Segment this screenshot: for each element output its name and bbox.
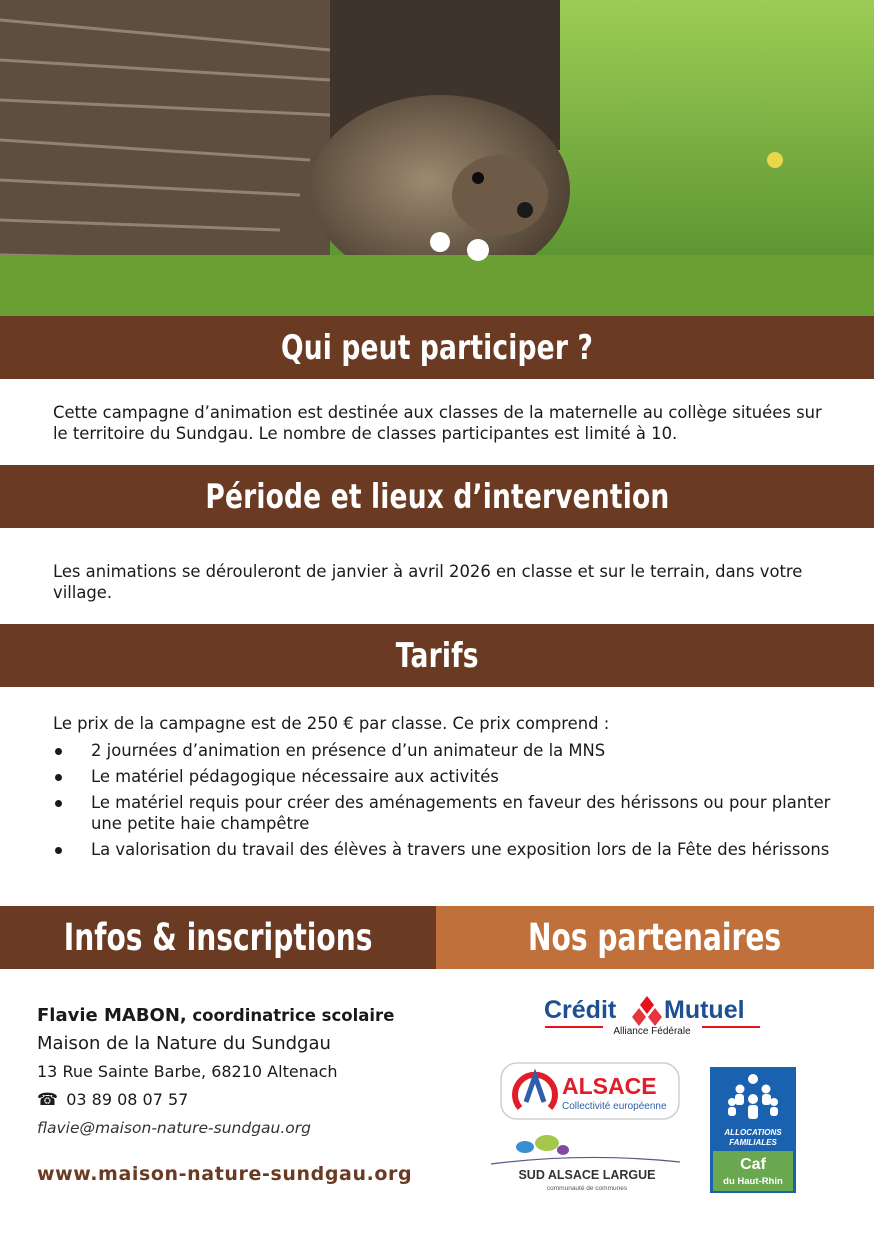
credit-mutuel-name-left: Crédit: [544, 996, 617, 1024]
list-item-text: 2 journées d’animation en présence d’un animateur de la MNS: [91, 741, 606, 760]
list-item-text: Le matériel requis pour créer des aménagements en faveur des hérissons ou pour planter une petite haie champêtre: [91, 793, 831, 833]
caf-line1: ALLOCATIONS: [724, 1128, 782, 1137]
sud-alsace-emblem-icon: [516, 1135, 569, 1155]
list-item: [53, 766, 843, 787]
sud-alsace-largue-logo: [485, 1132, 690, 1200]
bullet-icon: [55, 847, 62, 854]
list-item: [53, 839, 843, 860]
section-title-qui: Qui peut participer ?: [280, 327, 593, 368]
caf-line2: FAMILIALES: [729, 1138, 777, 1147]
caf-line4: du Haut-Rhin: [723, 1176, 783, 1187]
alsace-name: ALSACE: [562, 1073, 657, 1099]
section-header-partenaires: [436, 906, 874, 969]
contact-role: coordinatrice scolaire: [192, 1006, 395, 1025]
contact-block: [37, 1002, 437, 1142]
contact-organization: Maison de la Nature du Sundgau: [37, 1033, 331, 1054]
credit-mutuel-logo: [540, 988, 765, 1044]
credit-mutuel-name-right: Mutuel: [664, 996, 745, 1024]
bullet-icon: [55, 774, 62, 781]
list-item-text: Le matériel pédagogique nécessaire aux activités: [91, 767, 499, 786]
section-header-periode: [0, 465, 874, 528]
contact-address: 13 Rue Sainte Barbe, 68210 Altenach: [37, 1062, 338, 1081]
section-title-infos: Infos & inscriptions: [63, 916, 373, 959]
list-item: [53, 740, 843, 761]
periode-paragraph: Les animations se dérouleront de janvier à avril 2026 en classe et sur le terrain, dans votre village.: [53, 562, 803, 602]
telephone-icon: ☎: [37, 1090, 59, 1110]
list-item-text: La valorisation du travail des élèves à travers une exposition lors de la Fête des hérissons: [91, 840, 830, 859]
alsace-logo: [500, 1062, 680, 1124]
caf-line3: Caf: [740, 1156, 766, 1173]
credit-mutuel-emblem-icon: [632, 996, 662, 1026]
hero-photo: [0, 0, 874, 316]
bullet-icon: [55, 748, 62, 755]
contact-email[interactable]: flavie@maison-nature-sundgau.org: [37, 1119, 311, 1137]
credit-mutuel-subtitle: Alliance Fédérale: [613, 1026, 691, 1037]
caf-haut-rhin-logo: [710, 1067, 796, 1193]
section-header-tarifs: [0, 624, 874, 687]
contact-phone: [37, 1086, 437, 1114]
tarifs-list: [53, 740, 843, 865]
section-title-tarifs: Tarifs: [395, 635, 479, 676]
section-header-qui: [0, 316, 874, 379]
website-link[interactable]: www.maison-nature-sundgau.org: [37, 1163, 413, 1185]
sud-alsace-subtitle: communauté de communes: [546, 1185, 628, 1192]
sud-alsace-name: SUD ALSACE LARGUE: [518, 1168, 656, 1182]
contact-phone-number[interactable]: 03 89 08 07 57: [66, 1090, 189, 1109]
tarifs-intro: Le prix de la campagne est de 250 € par classe. Ce prix comprend :: [53, 714, 610, 733]
qui-paragraph: Cette campagne d’animation est destinée aux classes de la maternelle au collège situées sur le territoire du Sundgau. Le nombre de classes participantes est limité à 10.: [53, 403, 822, 443]
section-header-infos: [0, 906, 436, 969]
section-title-periode: Période et lieux d’intervention: [205, 476, 669, 517]
contact-name: Flavie MABON,: [37, 1005, 187, 1026]
hedgehog-photo: [0, 0, 874, 316]
section-title-partenaires: Nos partenaires: [528, 916, 782, 959]
bullet-icon: [55, 800, 62, 807]
alsace-subtitle: Collectivité européenne: [562, 1101, 667, 1112]
list-item: [53, 792, 843, 834]
